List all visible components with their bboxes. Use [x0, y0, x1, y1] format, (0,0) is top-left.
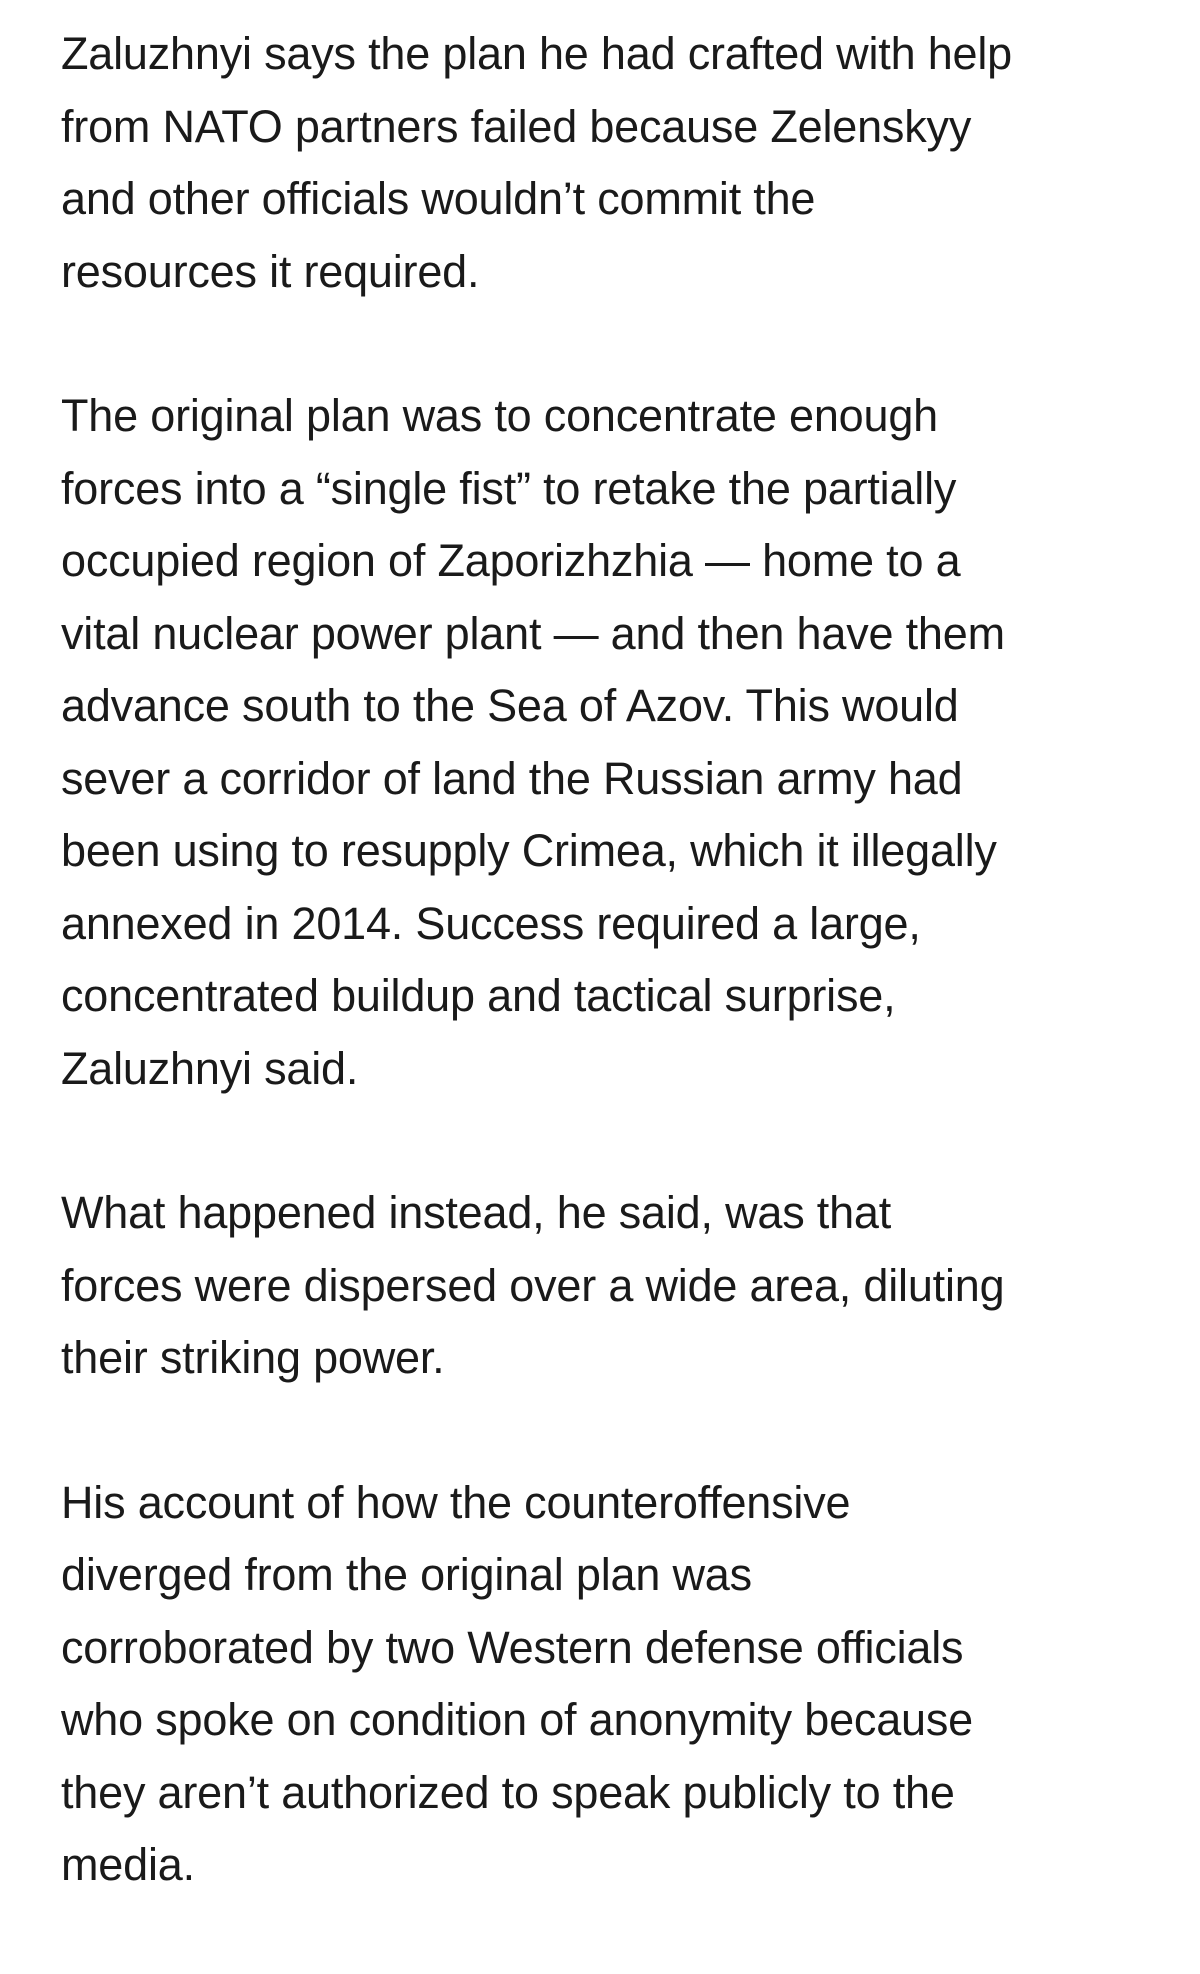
paragraph-line: they aren’t authorized to speak publicly to the [61, 1766, 955, 1818]
paragraph-line: been using to resupply Crimea, which it illegally [61, 825, 997, 876]
article-body [61, 18, 1161, 1974]
article-paragraph-4 [61, 1467, 1161, 1902]
paragraph-line: corroborated by two Western defense officials [61, 1621, 964, 1673]
paragraph-line: and other officials wouldn’t commit the [61, 173, 816, 224]
paragraph-line: resources it required. [61, 245, 480, 297]
paragraph-line: sever a corridor of land the Russian army had [61, 752, 963, 804]
article-paragraph-3 [61, 1177, 1161, 1395]
paragraph-line: His account of how the counteroffensive [61, 1476, 851, 1528]
paragraph-line: forces were dispersed over a wide area, diluting [61, 1259, 1005, 1311]
article-paragraph-2 [61, 380, 1161, 1105]
paragraph-line: from NATO partners failed because Zelenskyy [61, 100, 972, 152]
paragraph-line: vital nuclear power plant — and then have them [61, 607, 1005, 659]
paragraph-line: Zaluzhnyi said. [61, 1042, 359, 1094]
paragraph-line: The original plan was to concentrate enough [61, 390, 938, 441]
paragraph-line: who spoke on condition of anonymity because [61, 1694, 973, 1745]
paragraph-line: occupied region of Zaporizhzhia — home to a [61, 535, 961, 586]
paragraph-line: annexed in 2014. Success required a large, [61, 897, 921, 949]
article-paragraph-1 [61, 18, 1161, 308]
paragraph-line: media. [61, 1839, 195, 1890]
paragraph-line: advance south to the Sea of Azov. This would [61, 680, 959, 731]
paragraph-line: their striking power. [61, 1332, 445, 1383]
paragraph-line: concentrated buildup and tactical surprise, [61, 970, 896, 1021]
paragraph-line: forces into a “single fist” to retake the partially [61, 462, 957, 514]
paragraph-line: diverged from the original plan was [61, 1549, 752, 1600]
paragraph-line: Zaluzhnyi says the plan he had crafted with help [61, 28, 1012, 79]
paragraph-line: What happened instead, he said, was that [61, 1187, 892, 1238]
